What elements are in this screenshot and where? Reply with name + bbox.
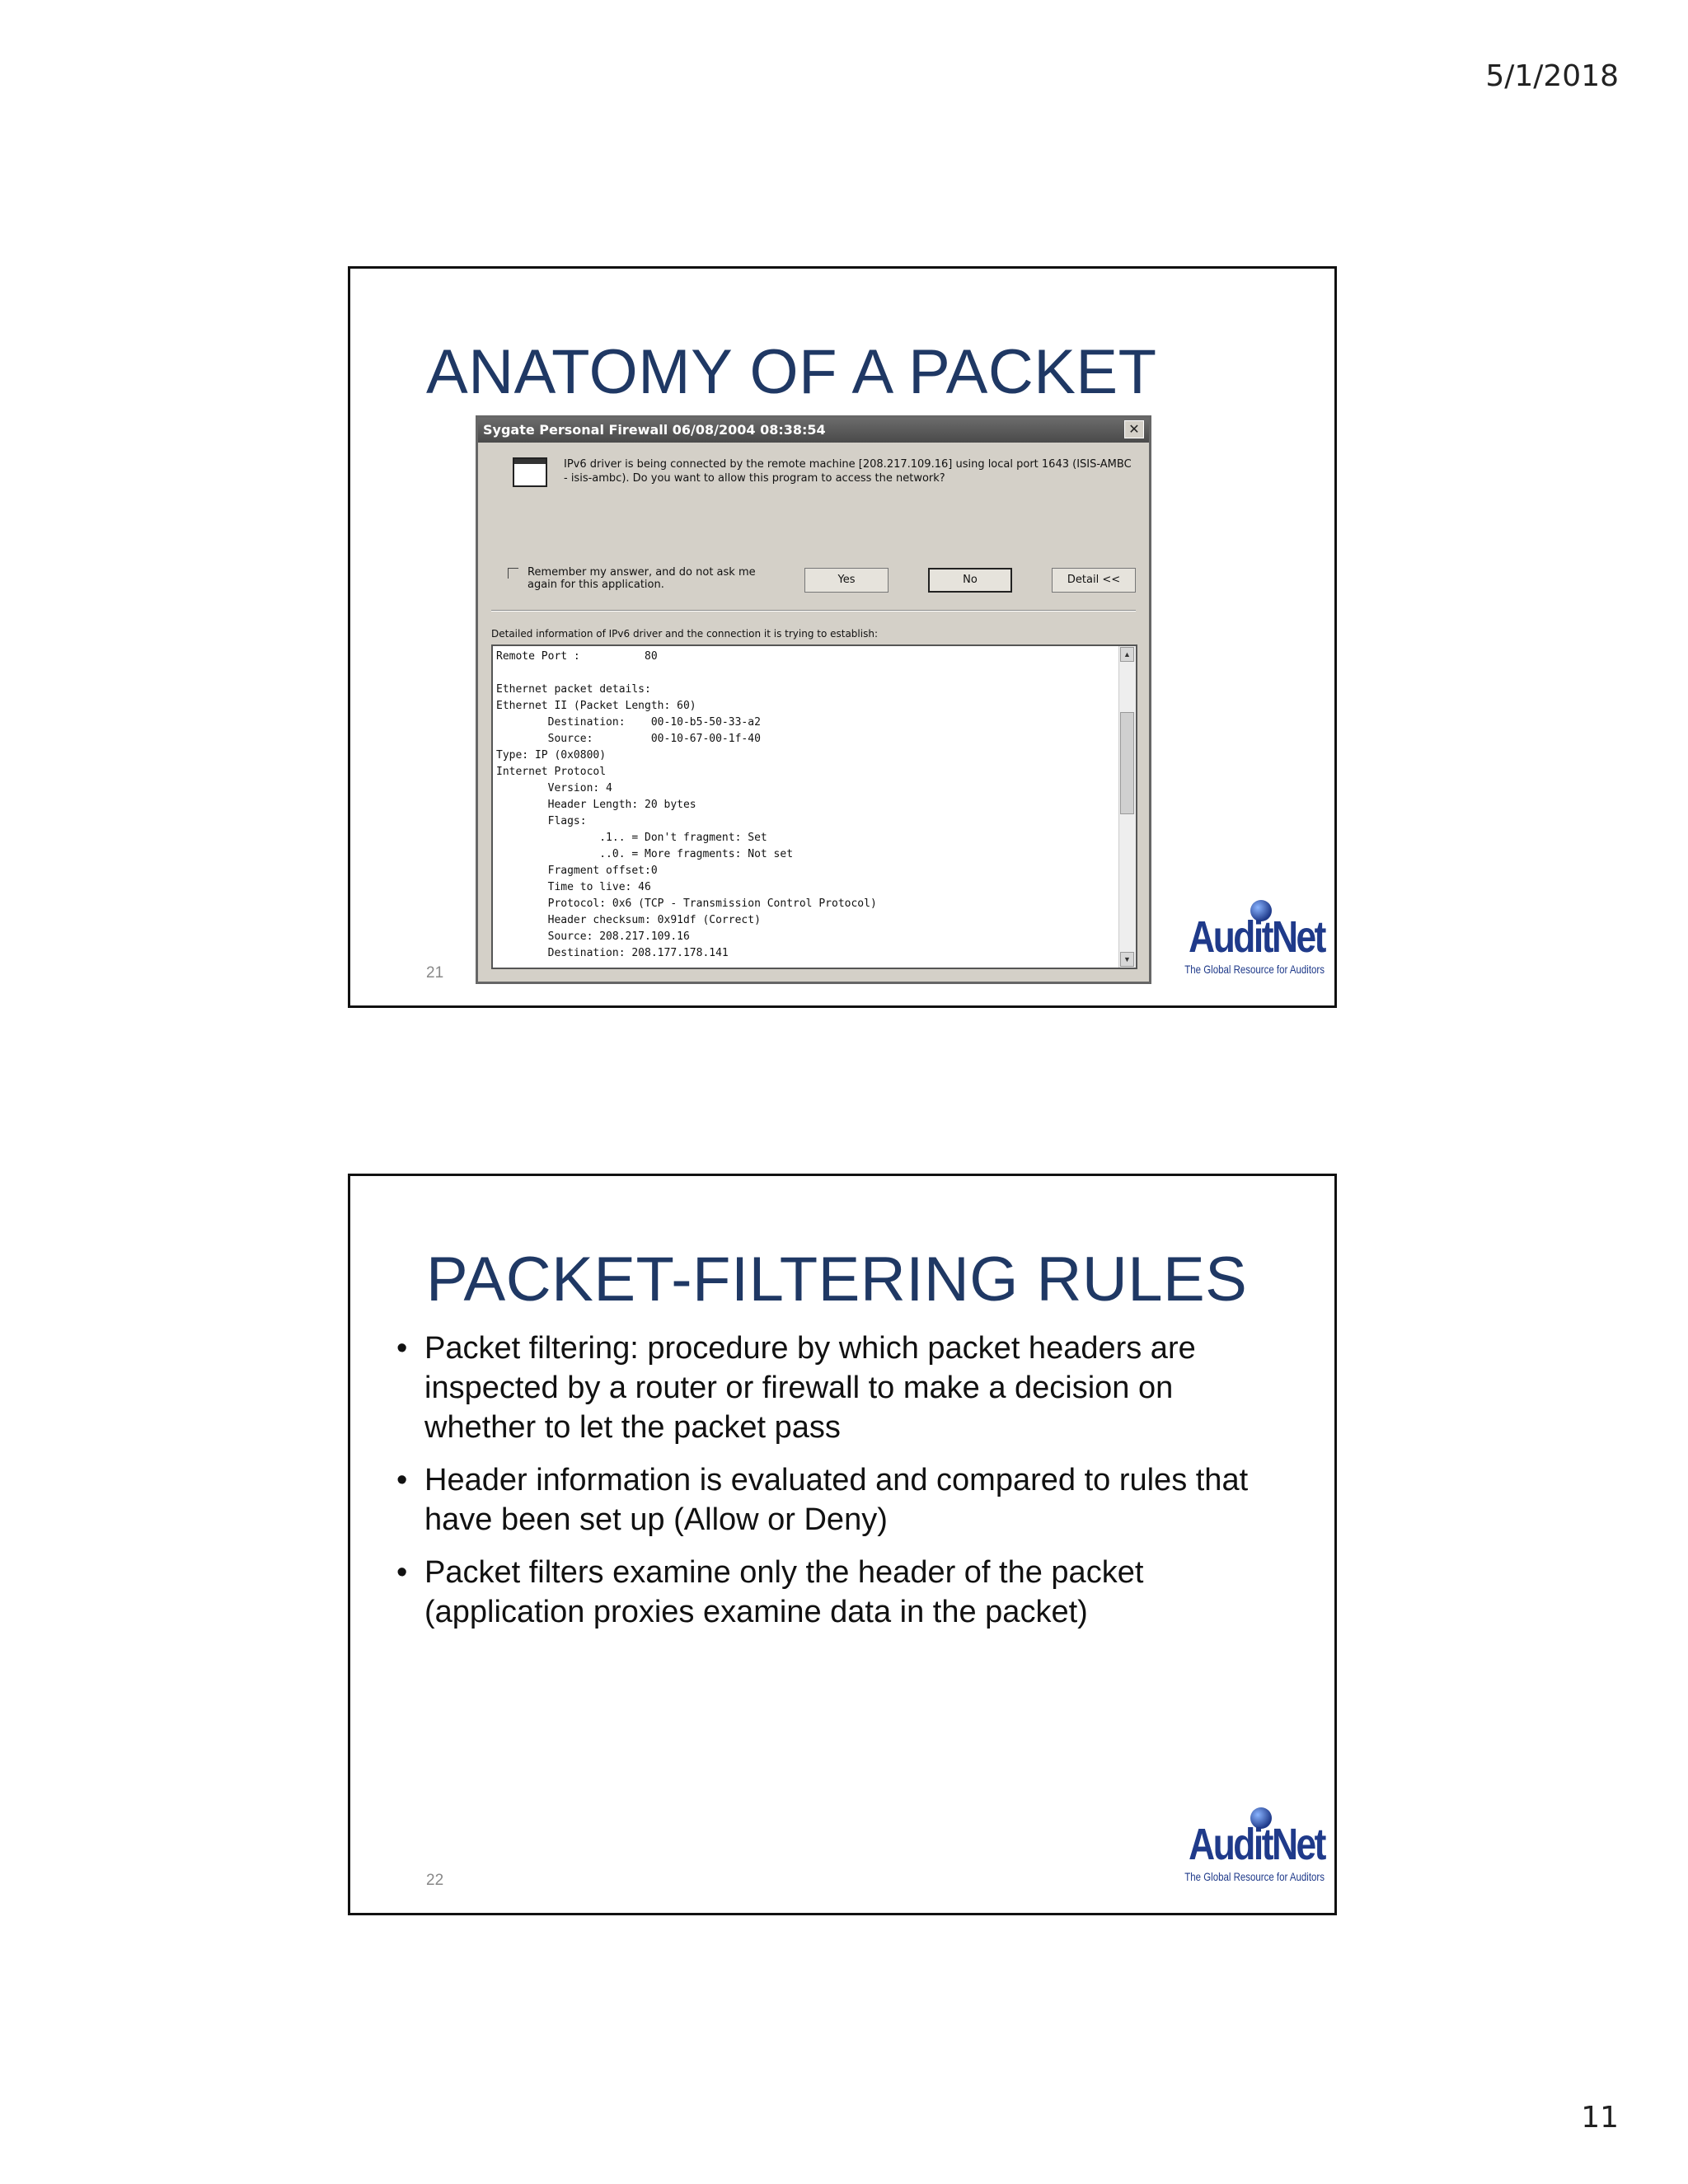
logo-wordmark: AuditNet — [1189, 912, 1325, 962]
detail-scrollbar[interactable] — [1118, 646, 1136, 968]
dialog-separator — [491, 610, 1136, 612]
scroll-up-arrow-icon[interactable]: ▲ — [1120, 647, 1134, 662]
bullet-text: Packet filtering: procedure by which packet headers are inspected by a router or firewall to make a decision on whether to let the packet pass — [424, 1331, 1196, 1445]
bullet-marker: • — [396, 1463, 408, 1497]
bullet-marker: • — [396, 1331, 408, 1366]
page-date: 5/1/2018 — [1485, 59, 1619, 93]
bullet-text: Packet filters examine only the header of the packet (application proxies examine data in the packet) — [424, 1555, 1144, 1629]
packet-detail-text: Remote Port : 80 Ethernet packet details: Ethernet II (Packet Length: 60) Destination: 00-10-b5-50-33-a2 Source: 00-10-67-00-1f-40 Type: IP (0x0800) Internet Protocol Version: 4 Header Length: 20 bytes Flags: .1.. = Don't fragment: Set ..0. = More fragments: Not set Fragment offset:0 Time to live: 46 Protocol: 0x6 (TCP - Transmission Control Protocol) Header checksum: 0x91df (Correct) Source: 208.217.109.16 Destination: 208.177.178.141 — [496, 650, 877, 959]
dialog-title: Sygate Personal Firewall 06/08/2004 08:38:54 — [483, 422, 826, 438]
scroll-down-arrow-icon[interactable]: ▼ — [1120, 952, 1134, 967]
dialog-titlebar[interactable] — [478, 418, 1149, 443]
slide-title: ANATOMY OF A PACKET — [426, 337, 1157, 407]
detail-label: Detailed information of IPv6 driver and the connection it is trying to establish: — [491, 628, 878, 640]
remember-checkbox[interactable] — [508, 568, 518, 579]
auditnet-logo — [1183, 900, 1325, 982]
packet-detail-textbox[interactable] — [491, 644, 1137, 969]
bullet-text: Header information is evaluated and compared to rules that have been set up (Allow or Deny) — [424, 1463, 1249, 1537]
slide-number: 21 — [426, 964, 444, 982]
slide-title: PACKET-FILTERING RULES — [426, 1244, 1248, 1315]
yes-button[interactable]: Yes — [804, 568, 889, 593]
bullet-list — [396, 1329, 1270, 1645]
firewall-dialog — [476, 415, 1151, 984]
detail-button[interactable]: Detail << — [1052, 568, 1136, 593]
logo-wordmark: AuditNet — [1189, 1820, 1325, 1869]
bullet-item — [396, 1460, 1270, 1540]
auditnet-logo — [1183, 1807, 1325, 1890]
bullet-marker: • — [396, 1555, 408, 1590]
slide-anatomy-of-a-packet — [348, 266, 1337, 1008]
no-button[interactable]: No — [928, 568, 1012, 593]
bullet-item — [396, 1553, 1270, 1632]
slide-number: 22 — [426, 1872, 444, 1889]
scroll-thumb[interactable] — [1120, 712, 1134, 814]
page-number: 11 — [1581, 2101, 1619, 2135]
remember-label: Remember my answer, and do not ask me again for this application. — [528, 566, 756, 591]
bullet-item — [396, 1329, 1270, 1447]
slide-packet-filtering-rules — [348, 1174, 1337, 1915]
dialog-prompt: IPv6 driver is being connected by the remote machine [208.217.109.16] using local port 1643 (ISIS-AMBC - isis-ambc). Do you want to allow this program to access the network? — [564, 458, 1132, 485]
logo-tagline: The Global Resource for Auditors — [1184, 1870, 1325, 1883]
logo-tagline: The Global Resource for Auditors — [1184, 963, 1325, 976]
application-window-icon — [513, 457, 547, 487]
close-icon[interactable]: ✕ — [1124, 420, 1144, 438]
